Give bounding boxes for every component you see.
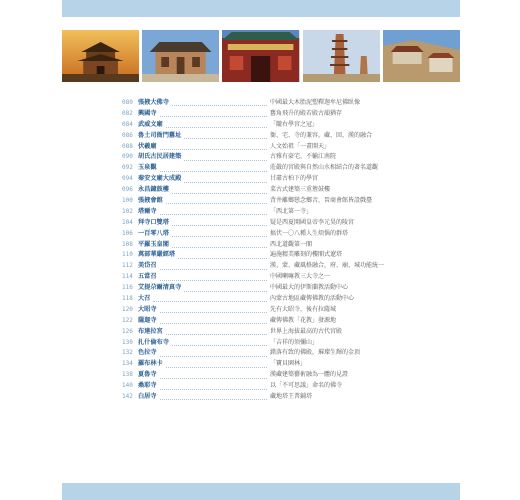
dotted-leader [166, 122, 267, 128]
dotted-leader [172, 100, 267, 106]
toc-entry-title[interactable]: 羅布林卡 [138, 360, 163, 368]
toc-page-number: 088 [122, 142, 133, 150]
toc-entry-title[interactable]: 扎什倫布寺 [138, 338, 169, 346]
toc-entry[interactable] [122, 327, 422, 338]
dotted-leader [160, 275, 267, 281]
bottom-color-band [62, 483, 460, 500]
toc-entry-description: 遍施精美雕刻的樓閣式遼塔 [270, 251, 343, 259]
toc-page-number: 092 [122, 164, 133, 172]
toc-entry-title[interactable]: 美岱召 [138, 262, 157, 270]
top-color-band [62, 0, 460, 17]
toc-entry[interactable] [122, 370, 422, 381]
dotted-leader [160, 166, 267, 172]
dotted-leader [166, 329, 267, 335]
toc-entry[interactable] [122, 381, 422, 392]
dotted-leader [184, 133, 267, 139]
toc-entry-description: 衙、宅、寺的兼容，藏、回、漢的融合 [270, 131, 373, 139]
toc-entry-title[interactable]: 布達拉宮 [138, 327, 163, 335]
dotted-leader [153, 296, 267, 302]
dotted-leader [160, 264, 267, 270]
dotted-leader [172, 340, 267, 346]
toc-entry-description: 漢、蒙、藏風格融合，府、廟、城功能統一 [270, 262, 385, 270]
toc-page-number: 102 [122, 207, 133, 215]
toc-entry[interactable] [122, 174, 422, 185]
toc-entry-title[interactable]: 薩迦寺 [138, 316, 157, 324]
toc-page-number: 132 [122, 349, 133, 357]
toc-page-number: 084 [122, 120, 133, 128]
toc-page-number: 126 [122, 327, 133, 335]
toc-entry-description: 甘肅古柏下的學宮 [270, 175, 319, 183]
toc-entry[interactable] [122, 109, 422, 120]
toc-entry-description: 背井離鄉戀念鄉音，晉商會館皆設戲臺 [270, 197, 373, 205]
toc-entry-title[interactable]: 秦安文廟大成殿 [138, 175, 182, 183]
toc-entry-description: 中國最大的伊斯蘭教活動中心 [270, 284, 349, 292]
toc-entry[interactable] [122, 272, 422, 283]
toc-entry-description: 菜古式建築三重簷鼓樓 [270, 186, 331, 194]
photo-strip [62, 30, 460, 82]
toc-entry-description: 舊角飛升的殿若殿古韻猶存 [270, 109, 343, 117]
photo-cliff-temple [383, 30, 460, 82]
toc-page-number: 108 [122, 240, 133, 248]
dotted-leader [160, 307, 267, 313]
toc-page-number: 100 [122, 197, 133, 205]
toc-entry[interactable] [122, 185, 422, 196]
toc-page-number: 096 [122, 186, 133, 194]
dotted-leader [166, 198, 267, 204]
toc-entry-description: 世界上海拔最高的古代宮殿 [270, 327, 343, 335]
toc-page-number: 116 [122, 284, 133, 292]
toc-page-number: 094 [122, 175, 133, 183]
toc-entry[interactable] [122, 348, 422, 359]
dotted-leader [172, 220, 267, 226]
photo-temple-hall-blue-sky [142, 30, 219, 82]
toc-entry-title[interactable]: 艾提尕爾清真寺 [138, 284, 182, 292]
toc-entry-title[interactable]: 夏魯寺 [138, 371, 157, 379]
toc-entry-title[interactable]: 桑耶寺 [138, 382, 157, 390]
toc-entry-description: 中國喇嘛教三大寺之一 [270, 273, 331, 281]
toc-entry-description: 西北道觀第一閣 [270, 240, 313, 248]
dotted-leader [172, 188, 267, 194]
dotted-leader [160, 394, 267, 400]
toc-entry[interactable] [122, 152, 422, 163]
toc-page-number: 138 [122, 371, 133, 379]
toc-entry-description: 「隴右學宮之冠」 [270, 120, 319, 128]
photo-brick-pagoda [303, 30, 380, 82]
toc-entry[interactable] [122, 163, 422, 174]
dotted-leader [160, 351, 267, 357]
toc-entry[interactable] [122, 240, 422, 251]
toc-entry-title[interactable]: 魯土司衙門舊址 [138, 131, 182, 139]
toc-entry-description: 藏傳佛教「花教」發源地 [270, 316, 337, 324]
dotted-leader [172, 242, 267, 248]
dotted-leader [160, 111, 267, 117]
toc-entry-title[interactable]: 永昌鐘鼓樓 [138, 186, 169, 194]
dotted-leader [160, 384, 267, 390]
dotted-leader [184, 155, 267, 161]
toc-entry-title[interactable]: 武威文廟 [138, 120, 163, 128]
toc-entry-description: 「寶貝園林」 [270, 360, 307, 368]
toc-entry[interactable] [122, 131, 422, 142]
toc-page-number: 122 [122, 316, 133, 324]
toc-page-number: 142 [122, 393, 133, 401]
dotted-leader [160, 373, 267, 379]
toc-page-number: 140 [122, 382, 133, 390]
toc-entry-description: 古雅有豪宅，不輸江南院 [270, 153, 337, 161]
toc-page-number: 134 [122, 360, 133, 368]
toc-entry[interactable] [122, 392, 422, 403]
toc-entry-description: 錯落有致的佛殿，璀璨生輝的金頂 [270, 349, 361, 357]
dotted-leader [160, 144, 267, 150]
toc-entry-description: 人文始祖「一畫開天」 [270, 142, 331, 150]
toc-page-number: 114 [122, 273, 133, 281]
dotted-leader [178, 253, 267, 259]
toc-entry-description: 疑是西夏開國皇帝李元昊的陵宮 [270, 218, 355, 226]
toc-entry[interactable] [122, 294, 422, 305]
toc-page-number: 120 [122, 305, 133, 313]
dotted-leader [160, 318, 267, 324]
toc-entry[interactable] [122, 283, 422, 294]
toc-entry-title[interactable]: 興國寺 [138, 109, 157, 117]
toc-page-number: 118 [122, 295, 133, 303]
toc-entry-description: 漢藏建築藝術融為一體的見證 [270, 371, 349, 379]
toc-entry-title[interactable]: 大昭寺 [138, 305, 157, 313]
toc-page-number: 112 [122, 262, 133, 270]
toc-entry[interactable] [122, 207, 422, 218]
toc-entry-title[interactable]: 白居寺 [138, 393, 157, 401]
toc-entry-description: 先有大昭寺，後有拉薩城 [270, 305, 337, 313]
toc-entry-title[interactable]: 萬部華嚴經塔 [138, 251, 176, 259]
dotted-leader [184, 177, 267, 183]
toc-entry[interactable] [122, 120, 422, 131]
toc-entry-description: 莊嚴的宮殿與自然山水相結合的著名道觀 [270, 164, 379, 172]
toc-page-number: 110 [122, 251, 133, 259]
toc-entry[interactable] [122, 305, 422, 316]
toc-entry-title[interactable]: 玉泉觀 [138, 164, 157, 172]
toc-entry[interactable] [122, 261, 422, 272]
toc-entry-description: 內蒙古地區藏傳佛教的活動中心 [270, 295, 355, 303]
photo-wooden-pagoda-sunset [62, 30, 139, 82]
toc-entry-description: 以「不可思議」命名的佛寺 [270, 382, 343, 390]
toc-entry[interactable] [122, 196, 422, 207]
toc-page-number: 086 [122, 131, 133, 139]
toc-entry[interactable] [122, 218, 422, 229]
toc-entry[interactable] [122, 229, 422, 240]
dotted-leader [184, 286, 267, 292]
toc-entry-title[interactable]: 一百零八塔 [138, 229, 169, 237]
dotted-leader [166, 362, 267, 368]
toc-entry-description: 中國最大木胎泥塑釋迦牟尼佛臥像 [270, 99, 361, 106]
dotted-leader [160, 209, 267, 215]
toc-entry-title[interactable]: 伏羲廟 [138, 142, 157, 150]
toc-page-number: 104 [122, 218, 133, 226]
toc-entry-description: 「吉祥的須彌山」 [270, 338, 319, 346]
toc-entry[interactable] [122, 338, 422, 349]
toc-entry-title[interactable]: 大召 [138, 295, 151, 303]
toc-entry[interactable] [122, 142, 422, 153]
toc-entry-title[interactable]: 五當召 [138, 273, 157, 281]
toc-entry[interactable] [122, 359, 422, 370]
toc-entry-title[interactable]: 拜寺口雙塔 [138, 218, 169, 226]
dotted-leader [172, 231, 267, 237]
toc-entry-description: 藏地塔王普鋪塔 [270, 393, 313, 401]
photo-red-gateway [222, 30, 299, 82]
toc-page-number: 130 [122, 338, 133, 346]
toc-entry-title[interactable]: 平羅玉皇閣 [138, 240, 169, 248]
toc-entry[interactable] [122, 316, 422, 327]
toc-entry-title[interactable]: 張掖會館 [138, 197, 163, 205]
toc-entry[interactable] [122, 250, 422, 261]
toc-page-number: 080 [122, 99, 133, 106]
toc-entry-title[interactable]: 胡氏古民居建築 [138, 153, 182, 161]
toc-entry[interactable] [122, 98, 422, 109]
toc-entry-description: 搞伏一〇八種人生煩惱的群塔 [270, 229, 349, 237]
toc-page-number: 082 [122, 109, 133, 117]
toc-entry-description: 「西北第一寺」 [270, 207, 313, 215]
toc-entry-title[interactable]: 塔爾寺 [138, 207, 157, 215]
toc-page-number: 106 [122, 229, 133, 237]
table-of-contents [122, 98, 422, 403]
toc-page-number: 090 [122, 153, 133, 161]
toc-entry-title[interactable]: 張掖大佛寺 [138, 99, 169, 106]
toc-entry-title[interactable]: 色拉寺 [138, 349, 157, 357]
